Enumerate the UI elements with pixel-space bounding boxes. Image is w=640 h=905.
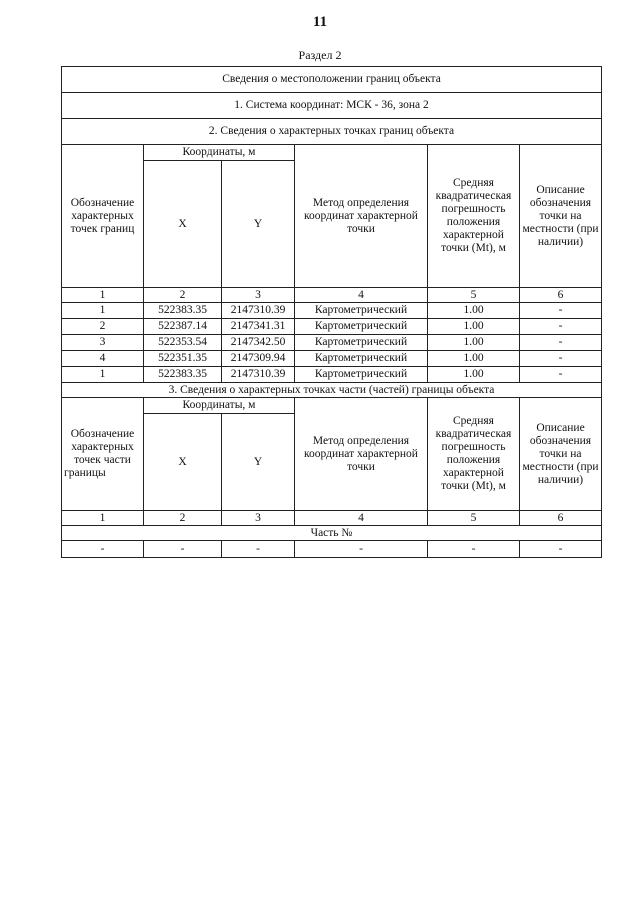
point-id: 3: [62, 335, 144, 351]
point-y: 2147309.94: [222, 351, 295, 367]
part-cell: -: [62, 541, 144, 558]
point-id: 4: [62, 351, 144, 367]
parts-header-method: Метод определения координат характерной точки: [295, 398, 428, 511]
point-y: 2147342.50: [222, 335, 295, 351]
point-description: -: [520, 319, 602, 335]
point-method: Картометрический: [295, 319, 428, 335]
table-row: [62, 319, 602, 335]
parts-header-y: Y: [222, 414, 295, 511]
point-id: 2: [62, 319, 144, 335]
column-number: 4: [295, 288, 428, 303]
header-designation: Обозначение характерных точек границ: [62, 145, 144, 288]
part-cell: -: [222, 541, 295, 558]
column-number: 4: [295, 511, 428, 526]
table-row: [62, 303, 602, 319]
point-id: 1: [62, 303, 144, 319]
point-method: Картометрический: [295, 351, 428, 367]
coordinate-system: 1. Система координат: МСК - 36, зона 2: [62, 93, 602, 119]
parts-header-designation: Обозначение характерных точек части границы: [62, 398, 144, 511]
column-number: 2: [144, 288, 222, 303]
column-number: 1: [62, 511, 144, 526]
point-x: 522353.54: [144, 335, 222, 351]
section-label: Раздел 2: [298, 48, 342, 62]
point-error: 1.00: [428, 335, 520, 351]
point-error: 1.00: [428, 319, 520, 335]
header-y: Y: [222, 161, 295, 288]
point-error: 1.00: [428, 303, 520, 319]
column-number: 1: [62, 288, 144, 303]
header-description: Описание обозначения точки на местности (при наличии): [520, 145, 602, 288]
points-section-title: 2. Сведения о характерных точках границ объекта: [62, 119, 602, 145]
point-description: -: [520, 335, 602, 351]
page-number: 11: [312, 14, 328, 30]
column-numbers-row: [62, 288, 602, 303]
column-number: 3: [222, 288, 295, 303]
table-row: [62, 541, 602, 558]
table-row: [62, 367, 602, 383]
point-y: 2147310.39: [222, 303, 295, 319]
point-x: 522351.35: [144, 351, 222, 367]
part-cell: -: [144, 541, 222, 558]
point-error: 1.00: [428, 351, 520, 367]
parts-header-coordinates: Координаты, м: [144, 398, 295, 414]
header-coordinates: Координаты, м: [144, 145, 295, 161]
header-method: Метод определения координат характерной точки: [295, 145, 428, 288]
parts-header-error: Средняя квадратическая погрешность положения характерной точки (Mt), м: [428, 398, 520, 511]
column-number: 3: [222, 511, 295, 526]
point-x: 522387.14: [144, 319, 222, 335]
point-method: Картометрический: [295, 303, 428, 319]
parts-section-title: 3. Сведения о характерных точках части (частей) границы объекта: [62, 383, 602, 398]
parts-column-numbers-row: [62, 511, 602, 526]
column-number: 6: [520, 511, 602, 526]
part-cell: -: [520, 541, 602, 558]
column-number: 5: [428, 511, 520, 526]
column-number: 2: [144, 511, 222, 526]
header-x: X: [144, 161, 222, 288]
point-method: Картометрический: [295, 335, 428, 351]
point-description: -: [520, 351, 602, 367]
part-cell: -: [295, 541, 428, 558]
column-number: 5: [428, 288, 520, 303]
point-x: 522383.35: [144, 367, 222, 383]
table-title: Сведения о местоположении границ объекта: [62, 67, 602, 93]
table-row: [62, 335, 602, 351]
point-x: 522383.35: [144, 303, 222, 319]
point-y: 2147310.39: [222, 367, 295, 383]
point-id: 1: [62, 367, 144, 383]
point-y: 2147341.31: [222, 319, 295, 335]
point-description: -: [520, 367, 602, 383]
table-row: [62, 351, 602, 367]
parts-header-x: X: [144, 414, 222, 511]
point-method: Картометрический: [295, 367, 428, 383]
point-error: 1.00: [428, 367, 520, 383]
point-description: -: [520, 303, 602, 319]
boundary-table: [61, 66, 602, 558]
column-number: 6: [520, 288, 602, 303]
part-label: Часть №: [62, 526, 602, 541]
part-cell: -: [428, 541, 520, 558]
parts-header-description: Описание обозначения точки на местности (при наличии): [520, 398, 602, 511]
header-error: Средняя квадратическая погрешность положения характерной точки (Mt), м: [428, 145, 520, 288]
